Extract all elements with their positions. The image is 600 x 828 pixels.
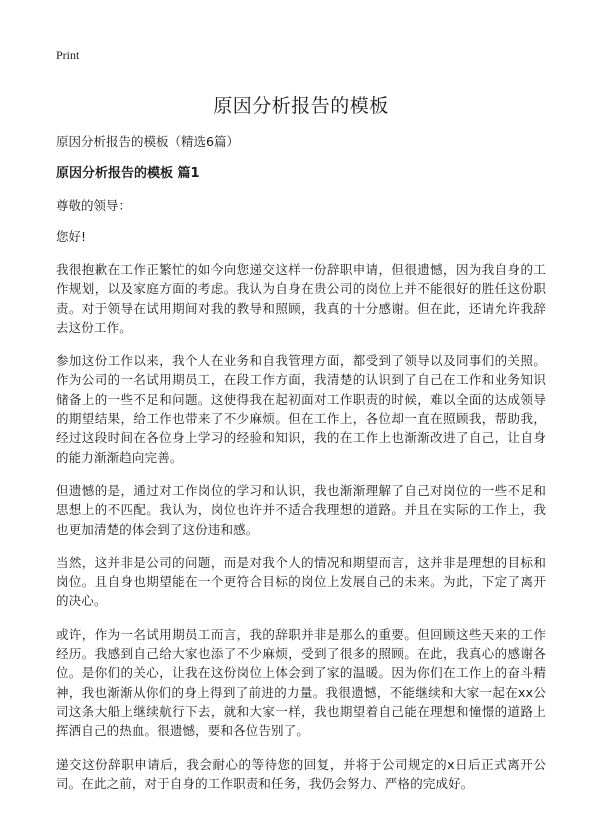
print-link[interactable]: Print (56, 48, 80, 62)
document-subtitle: 原因分析报告的模板（精选6篇） (56, 134, 239, 149)
paragraph: 我很抱歉在工作正繁忙的如今向您递交这样一份辞职申请，但很遗憾，因为我自身的工作规划，以及家庭方面的考虑。我认为自身在贵公司的岗位上并不能很好的胜任这份职责。对于领导在试用期间对我的教导和照顾，我真的十分感谢。但在此，还请允许我辞去这份工作。 (56, 262, 546, 335)
section-heading: 原因分析报告的模板 篇1 (56, 166, 200, 181)
page-title: 原因分析报告的模板 (213, 95, 389, 117)
salutation: 尊敬的领导： (56, 198, 132, 213)
paragraph: 或许，作为一名试用期员工而言，我的辞职并非是那么的重要。但回顾这些天来的工作经历。我感到自己给大家也添了不少麻烦，受到了很多的照顾。在此，我真心的感谢各位。是你们的关心，让我在这份岗位上体会到了家的温暖。因为你们在工作上的奋斗精神，我也渐渐从你们的身上得到了前进的力量。我很遗憾，不能继续和大家一起在xx公司这条大船上继续航行下去，就和大家一样，我也期望着自己能在理想和憧憬的道路上挥洒自己的热血。很遗憾，要和各位告别了。 (56, 626, 546, 739)
paragraph: 但遗憾的是，通过对工作岗位的学习和认识，我也渐渐理解了自己对岗位的一些不足和思想上的不匹配。我认为，岗位也许并不适合我理想的道路。并且在实际的工作上，我也更加清楚的体会到了这份违和感。 (56, 482, 546, 537)
paragraph: 参加这份工作以来，我个人在业务和自我管理方面，都受到了领导以及同事们的关照。作为公司的一名试用期员工，在段工作方面，我清楚的认识到了自己在工作和业务知识储备上的一些不足和问题。这使得我在起初面对工作职责的时候，难以全面的达成领导的期望结果，给工作也带来了不少麻烦。但在工作上，各位却一直在照顾我，帮助我，经过这段时间在各位身上学习的经验和知识，我的在工作上也渐渐改进了自己，让自身的能力渐渐趋向完善。 (56, 353, 546, 465)
greeting: 您好! (56, 229, 87, 244)
paragraph: 递交这份辞职申请后，我会耐心的等待您的回复，并将于公司规定的x日后正式离开公司。在此之前，对于自身的工作职责和任务，我仍会努力、严格的完成好。 (56, 756, 546, 791)
paragraph: 当然，这并非是公司的问题，而是对我个人的情况和期望而言，这并非是理想的目标和岗位。且自身也期望能在一个更符合目标的岗位上发展自己的未来。为此，下定了离开的决心。 (56, 554, 546, 609)
